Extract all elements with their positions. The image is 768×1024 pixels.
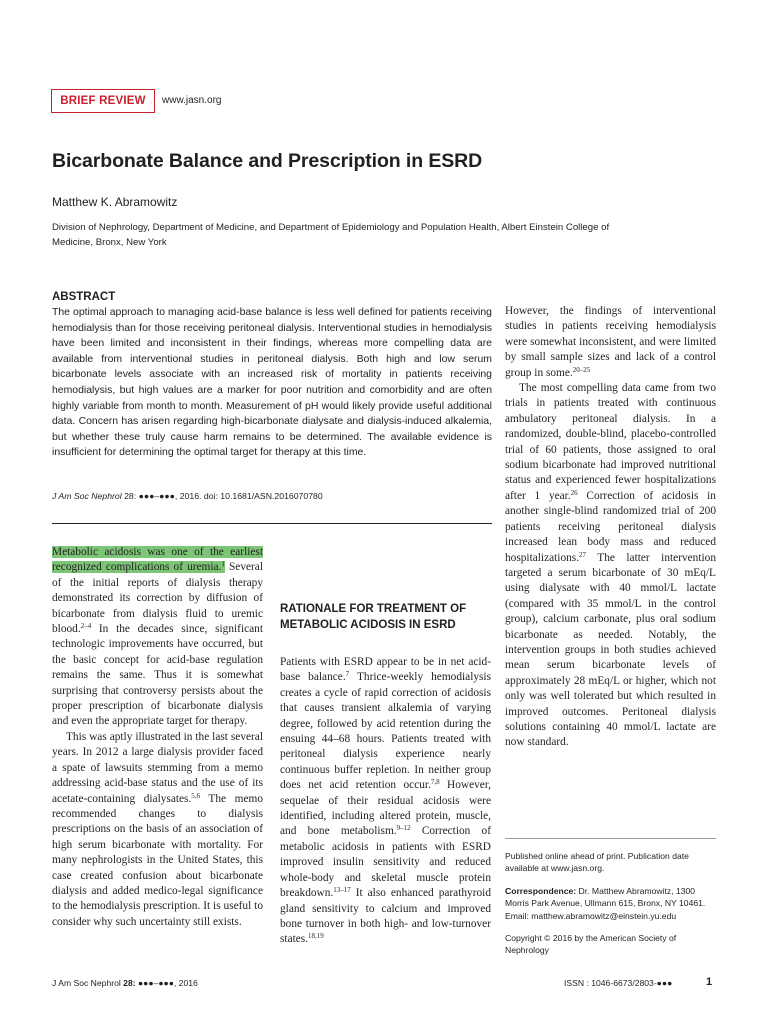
- page-number: 1: [706, 976, 713, 988]
- reference-superscript[interactable]: 2–4: [80, 622, 92, 631]
- paragraph-hemodialysis-findings: [505, 304, 716, 381]
- reference-superscript[interactable]: 20–25: [572, 365, 591, 374]
- body-text: This was aptly illustrated in the last several years. In 2012 a large dialysis provider faced a spate of lawsuits stemming from a memo addressing acid-base status and the use of its acetate-containing dialysates.: [52, 730, 263, 805]
- body-text: The most compelling data came from two trials in patients treated with continuous ambulatory peritoneal dialysis. In a randomized, double-blind, placebo-controlled trial of 60 patients, those assigned to oral sodium bicarbonate had improved nutritional status and experienced fewer hospitalizations after 1 year.: [505, 382, 716, 502]
- abstract-heading: ABSTRACT: [52, 291, 116, 303]
- reference-superscript[interactable]: 27: [579, 550, 587, 559]
- paragraph-rationale: [280, 655, 491, 948]
- body-text: Thrice-weekly hemodialysis creates a cycle of rapid correction of acidosis that causes transient alkalemia of varying degree, followed by acid retention during the ensuing 44–68 hours. Patients treated with peritoneal dialysis experience nearly continuous buffer repletion. In neither group does net acid retention occur.: [280, 671, 491, 792]
- paragraph-lawsuits: [52, 730, 263, 930]
- author-name: Matthew K. Abramowitz: [52, 195, 178, 209]
- body-column-3: [505, 304, 716, 751]
- citation-line: [52, 491, 323, 501]
- body-column-2: [280, 545, 491, 948]
- reference-superscript[interactable]: 1: [221, 560, 225, 569]
- reference-superscript[interactable]: 5,6: [191, 791, 201, 800]
- highlighted-text: Metabolic acidosis was one of the earliest recognized complications of uremia.: [52, 546, 263, 574]
- article-type-badge: BRIEF REVIEW: [51, 89, 155, 113]
- body-text: Correction of acidosis in another single-blind randomized trial of 200 patients receiving peritoneal dialysis increased lean body mass and reduced hospitalizations.: [505, 489, 716, 564]
- notes-divider: [505, 838, 716, 839]
- footer-journal-name: J Am Soc Nephrol: [52, 978, 124, 988]
- correspondence-note: [505, 885, 716, 922]
- body-text: In the decades since, significant technologic improvements have occurred, but the basic concept for acid-base regulation remains the same. Thus it is somewhat surprising that controversy persists about the proper prescription of bicarbonate dialysis and even the appropriate target for therapy.: [52, 623, 263, 728]
- reference-superscript[interactable]: 26: [570, 488, 578, 497]
- citation-journal: J Am Soc Nephrol: [52, 491, 122, 501]
- body-text: However, the findings of interventional studies in patients receiving hemodialysis were somewhat inconsistent, and were limited by small sample sizes and lack of a control group in some.: [505, 305, 716, 379]
- article-notes: [505, 850, 716, 967]
- body-text: The latter intervention targeted a serum bicarbonate of 30 mEq/L using dialysate with 40 mmol/L lactate (compared with 35 mmol/L in the control group), calcium carbonate, plus oral sodium bicarbonate as needed. Notably, the intervention groups in both studies achieved mean serum bicarbonate levels of approximately 28 mEq/L or higher, which not only was well tolerated but which resulted in improved outcomes. Peritoneal dialysis solutions containing 40 mmol/L lactate are now standard.: [505, 551, 716, 749]
- abstract-text: The optimal approach to managing acid-base balance is less well defined for patients receiving hemodialysis than for those receiving peritoneal dialysis. Interventional studies in hemodialysis have been limited and inconsistent in their findings, whereas more compelling data are available from interventional studies in peritoneal dialysis. Both high and low serum bicarbonate levels associate with an increased risk of mortality in patients receiving hemodialysis, but high values are a marker for poor nutrition and comorbidity and are often highly variable from month to month. Measurement of pH would likely provide useful additional data. Concern has arisen regarding high-bicarbonate dialysate and dialysis-induced alkalemia, but whether these truly cause harm remains to be determined. The available evidence is insufficient for determining the optimal target for therapy at this time.: [52, 307, 492, 459]
- footer-journal: [52, 978, 198, 988]
- correspondence-label: Correspondence:: [505, 885, 577, 896]
- body-text: Correction of metabolic acidosis in patients with ESRD improved insulin sensitivity and reduced whole-body and skeletal muscle protein breakdown.: [280, 825, 491, 900]
- journal-url[interactable]: www.jasn.org: [162, 95, 222, 106]
- reference-superscript[interactable]: 13–17: [333, 886, 351, 895]
- body-column-1: [52, 545, 263, 930]
- body-text: However, sequelae of their residual acidosis were identified, including altered protein, muscle, and bone metabolism.: [280, 779, 492, 838]
- footer-volume: 28:: [123, 978, 136, 988]
- correspondence-text: Dr. Matthew Abramowitz, 1300 Morris Park Avenue, Ullmann 615, Bronx, NY 10461. Email: matthew.abramowitz@einstein.yu.edu: [505, 885, 706, 921]
- reference-superscript[interactable]: 7: [345, 670, 350, 679]
- copyright-note: Copyright © 2016 by the American Society of Nephrology: [505, 933, 677, 956]
- section-heading: RATIONALE FOR TREATMENT OF METABOLIC ACIDOSIS IN ESRD: [280, 603, 467, 631]
- reference-superscript[interactable]: 18,19: [308, 932, 324, 941]
- citation-details: 28: ●●●–●●●, 2016. doi: 10.1681/ASN.2016070780: [121, 491, 323, 501]
- body-text: Patients with ESRD appear to be in net acid-base balance.: [280, 656, 491, 684]
- abstract-divider: [52, 523, 492, 524]
- reference-superscript[interactable]: 7,8: [430, 778, 440, 787]
- footer-issn: ISSN : 1046-6673/2803-●●●: [564, 978, 673, 988]
- reference-superscript[interactable]: 9–12: [396, 824, 411, 833]
- article-title: Bicarbonate Balance and Prescription in ESRD: [52, 150, 483, 172]
- body-text: Several of the initial reports of dialysis therapy demonstrated its correction by diffusion of bicarbonate from dialysis fluid to uremic blood.: [52, 561, 263, 636]
- author-affiliation: Division of Nephrology, Department of Medicine, and Department of Epidemiology and Population Health, Albert Einstein College of Medicine, Bronx, New York: [52, 222, 610, 248]
- body-text: The memo recommended changes to dialysis prescriptions on the basis of an association of high serum bicarbonate with mortality. For many nephrologists in the United States, this case created confusion about bicarbonate dialysis and added medico-legal significance to the hemodialysis prescription. It is useful to consider why such uncertainty still exists.: [52, 792, 263, 928]
- footer-pages: ●●●–●●●, 2016: [135, 978, 198, 988]
- paragraph-pd-trials: [505, 381, 716, 751]
- body-text: It also enhanced parathyroid gland sensitivity to calcium and improved bone turnover in both high- and low-turnover states.: [280, 887, 491, 946]
- paragraph-intro: [52, 545, 263, 730]
- publication-note: Published online ahead of print. Publication date available at www.jasn.org.: [505, 851, 689, 874]
